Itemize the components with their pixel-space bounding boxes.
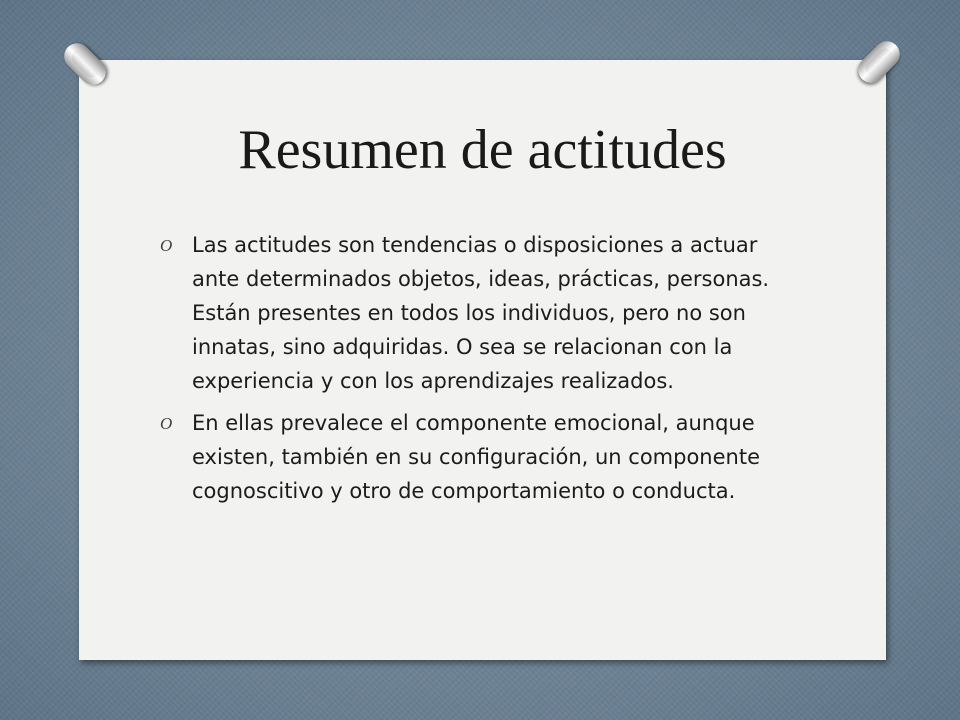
bullet-item — [160, 228, 800, 398]
bullet-item — [160, 406, 800, 508]
bullet-list — [160, 228, 800, 516]
bullet-text: Las actitudes son tendencias o disposiciones a actuar ante determinados objetos, ideas, prácticas, personas. Están presentes en todos los individuos, pero no son innatas, sino adquiridas. O sea se relacionan con la experiencia y con los aprendizajes realizados. — [192, 233, 770, 393]
slide-title: Resumen de actitudes — [238, 119, 727, 181]
bullet-marker-icon: O — [160, 236, 173, 255]
bullet-marker-icon: O — [160, 414, 173, 433]
bullet-text: En ellas prevalece el componente emocional, aunque existen, también en su configuración, un componente cognoscitivo y otro de comportamiento o conducta. — [192, 411, 761, 503]
